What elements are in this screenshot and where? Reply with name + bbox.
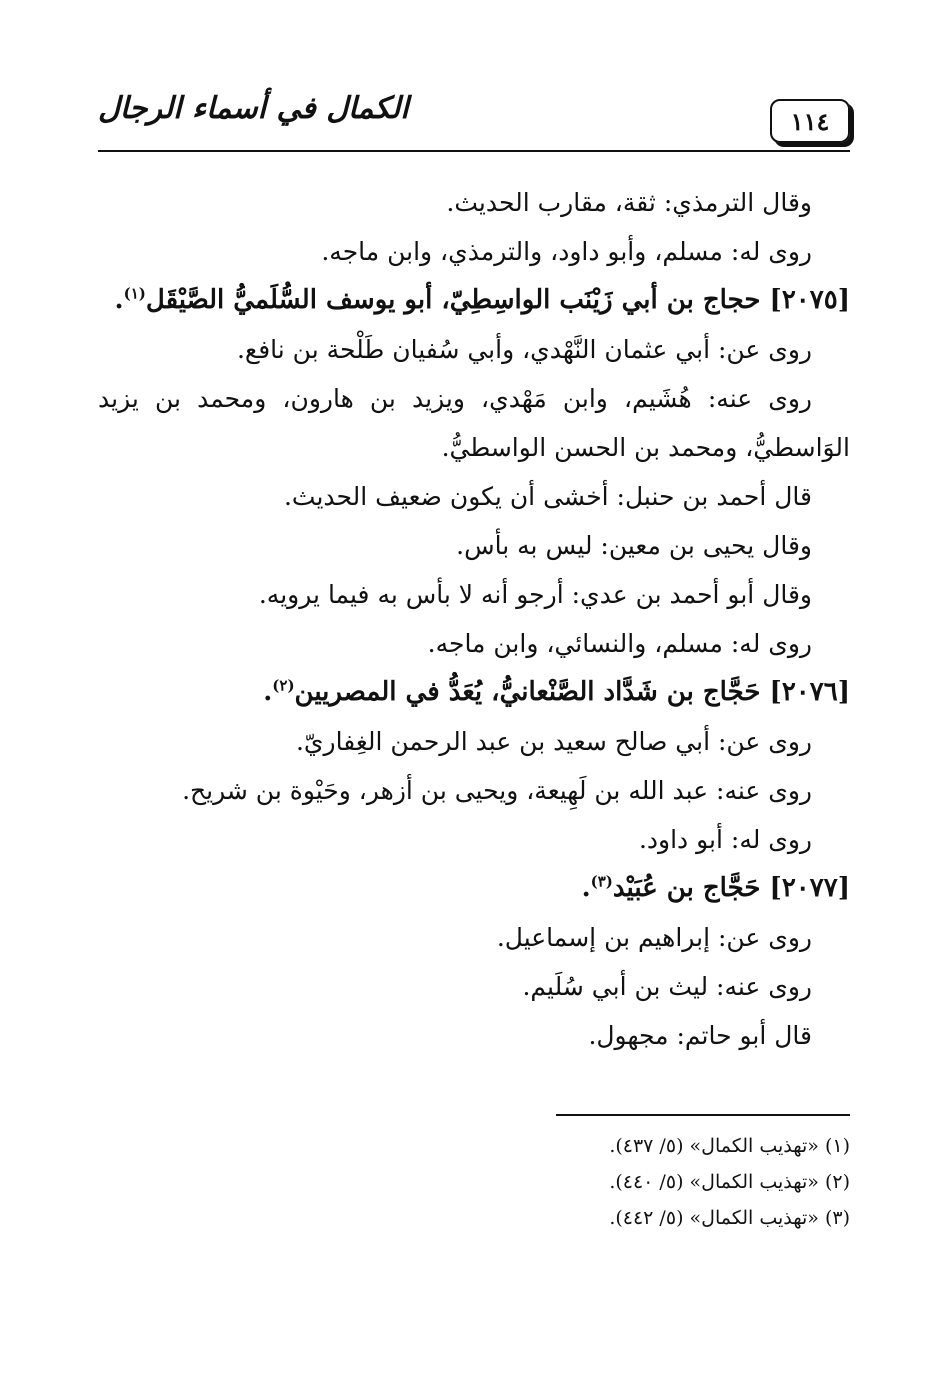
text-line: روى عن: أبي عثمان النَّهْدي، وأبي سُفيان طَلْحة بن نافع. [236,335,812,364]
page-number: ١١٤ [770,99,850,143]
book-title: الكمال في أسماء الرجال [98,91,409,126]
footnote: (٢) «تهذيب الكمال» (٥/ ٤٤٠). [609,1171,850,1193]
text-line: روى له: مسلم، والنسائي، وابن ماجه. [427,629,812,658]
footnote-ref: (١) [123,284,146,303]
text-line: روى عن: أبي صالح سعيد بن عبد الرحمن الغِفاريّ. [295,727,812,756]
footnote: (١) «تهذيب الكمال» (٥/ ٤٣٧). [609,1135,850,1157]
text-line: روى عنه: هُشَيم، وابن مَهْدي، ويزيد بن هارون، ومحمد بن يزيد [98,384,812,413]
text-line: وقال أبو أحمد بن عدي: أرجو أنه لا بأس به فيما يرويه. [258,580,812,609]
footnote-ref: (٣) [590,872,613,891]
text-line: روى له: أبو داود. [638,825,812,854]
footnote: (٣) «تهذيب الكمال» (٥/ ٤٤٢). [609,1207,850,1229]
entry-heading-2075: [٢٠٧٥] حجاج بن أبي زَيْنَب الواسِطِيّ، أبو يوسف السُّلَميُّ الصَّيْقَل$^{(١)}$. [114,284,850,315]
entry-name: حَجَّاج بن شَدَّاد الصَّنْعانيُّ، يُعَدُّ في المصريين [294,677,761,707]
entry-heading-2076: [٢٠٧٦] حَجَّاج بن شَدَّاد الصَّنْعانيُّ، يُعَدُّ في المصريين$^{(٢)}$. [263,676,850,707]
text-line: روى عنه: ليث بن أبي سُلَيم. [522,972,812,1001]
text-line: قال أحمد بن حنبل: أخشى أن يكون ضعيف الحديث. [283,482,812,511]
footnote-ref: (٢) [272,676,295,695]
footnotes [450,1128,850,1236]
text-line: الوَاسطيُّ، ومحمد بن الحسن الواسطيُّ. [441,433,850,462]
header-divider [98,150,850,152]
entry-name: حجاج بن أبي زَيْنَب الواسِطِيّ، أبو يوسف السُّلَميُّ الصَّيْقَل [145,285,761,315]
entry-number: [٢٠٧٧] [769,873,850,903]
entry-heading-2077: [٢٠٧٧] حَجَّاج بن عُبَيْد$^{(٣)}$. [581,872,850,903]
text-line: وقال يحيى بن معين: ليس به بأس. [456,531,812,560]
entry-number: [٢٠٧٥] [769,285,850,315]
text-line: قال أبو حاتم: مجهول. [588,1021,812,1050]
text-line: روى عنه: عبد الله بن لَهِيعة، ويحيى بن أزهر، وحَيْوة بن شريح. [182,776,812,805]
text-line: روى له: مسلم، وأبو داود، والترمذي، وابن ماجه. [321,237,812,266]
text-line: روى عن: إبراهيم بن إسماعيل. [496,923,812,952]
entry-number: [٢٠٧٦] [769,677,850,707]
entry-name: حَجَّاج بن عُبَيْد [612,873,761,903]
main-text [98,178,850,1060]
text-line: وقال الترمذي: ثقة، مقارب الحديث. [446,188,812,217]
footnote-divider [556,1114,850,1116]
page-header [98,85,850,151]
